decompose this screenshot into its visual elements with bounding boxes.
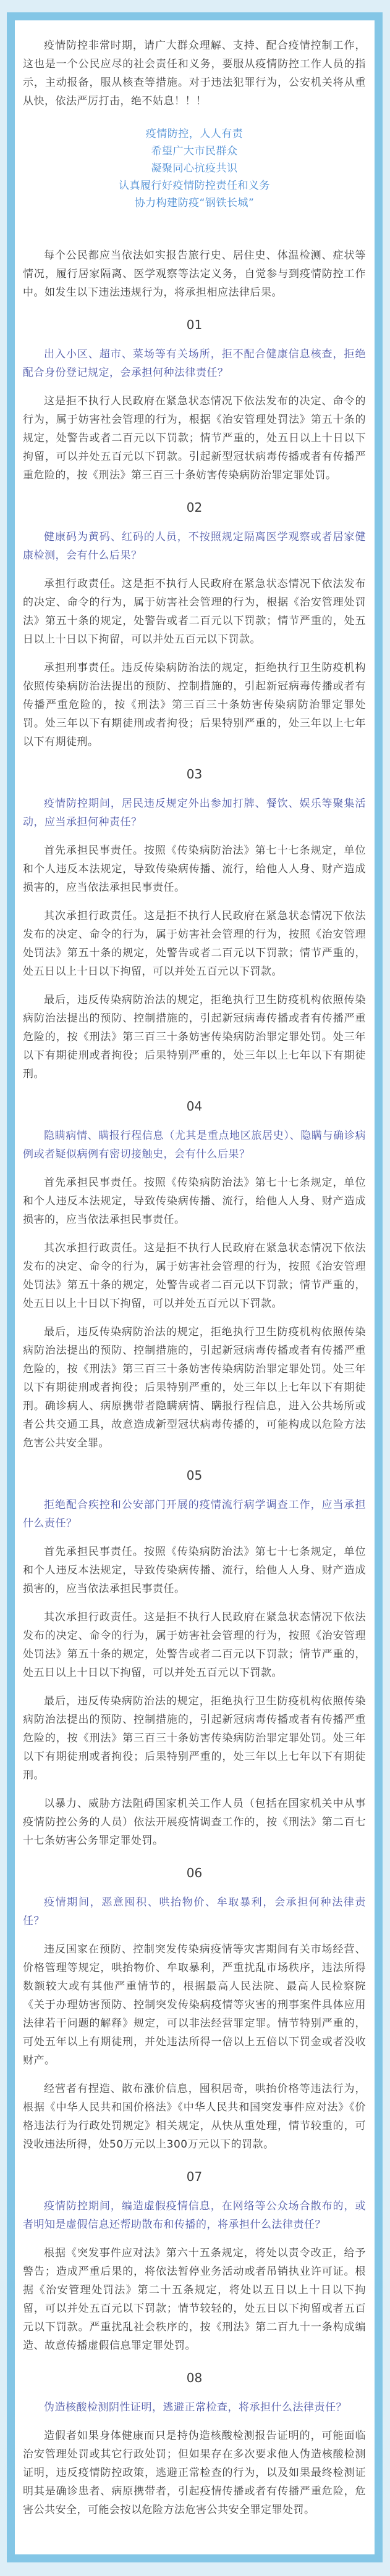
answer-paragraph: 其次承担行政责任。这是拒不执行人民政府在紧急状态情况下依法发布的决定、命令的行为，属于妨害社会管理的行为，按照《治安管理处罚法》第五十条的规定，处警告或者二百元以下罚款；情节严重的，处五日以上十日以下拘留，可以并处五百元以下罚款。 xyxy=(23,1242,366,1310)
section-question: 出入小区、超市、菜场等有关场所，拒不配合健康信息核查，拒绝配合身份登记规定，会承担何种法律责任？ xyxy=(23,348,366,379)
section-number: 03 xyxy=(186,767,203,782)
law-section xyxy=(23,1467,366,1850)
law-section xyxy=(23,1098,366,1453)
law-section xyxy=(23,317,366,485)
law-section xyxy=(23,766,366,1083)
slogan-line: 疫情防控，人人有责 xyxy=(145,128,244,140)
section-question: 伪造核酸检测阴性证明，逃避正常检查，将承担什么法律责任？ xyxy=(44,2401,347,2414)
section-question: 拒绝配合疾控和公安部门开展的疫情流行病学调查工作，应当承担什么责任？ xyxy=(23,1499,366,1530)
answer-paragraph: 首先承担民事责任。按照《传染病防治法》第七十七条规定，单位和个人违反本法规定，导致传染病传播、流行，给他人人身、财产造成损害的，应当依法承担民事责任。 xyxy=(23,1546,366,1595)
answer-paragraph: 承担行政责任。这是拒不执行人民政府在紧急状态情况下依法发布的决定、命令的行为，属于妨害社会管理的行为，根据《治安管理处罚法》第五十条的规定，处警告或者二百元以下罚款；情节严重的，处五日以上十日以下拘留，可以并处五百元以下罚款。 xyxy=(23,578,366,646)
slogan-block xyxy=(23,125,366,212)
section-question: 疫情防控期间，居民违反规定外出参加打牌、餐饮、娱乐等聚集活动，应当承担何种责任？ xyxy=(23,798,366,828)
answer-paragraph: 最后，违反传染病防治法的规定，拒绝执行卫生防疫机构依照传染病防治法提出的预防、控制措施的，引起新冠病毒传播或者有传播严重危险的，按《刑法》第三百三十条妨害传染病防治罪定罪处罚。处三年以下有期徒刑或者拘役；后果特别严重的，处三年以上七年以下有期徒刑。 xyxy=(23,994,366,1080)
section-question: 疫情防控期间，编造虚假疫情信息，在网络等公众场合散布的，或者明知是虚假信息还帮助散布和传播的，将承担什么法律责任？ xyxy=(23,2200,366,2231)
article-frame xyxy=(7,12,383,2562)
answer-paragraph: 以暴力、威胁方法阻碍国家机关工作人员（包括在国家机关中从事疫情防控公务的人员）依法开展疫情调查工作的，按《刑法》第二百七十七条妨害公务罪定罪处罚。 xyxy=(23,1798,366,1847)
section-number: 05 xyxy=(186,1468,203,1483)
answer-paragraph: 违反国家在预防、控制突发传染病疫情等灾害期间有关市场经营、价格管理等规定，哄抬物价、牟取暴利，严重扰乱市场秩序，违法所得数额较大或有其他严重情节的，根据最高人民法院、最高人民检察院《关于办理妨害预防、控制突发传染病疫情等灾害的刑事案件具体应用法律若干问题的解释》规定，可以非法经营罪定罪。情节特别严重的，可处五年以上有期徒刑，并处违法所得一倍以上五倍以下罚金或者没收财产。 xyxy=(23,1943,366,2067)
answer-paragraph: 首先承担民事责任。按照《传染病防治法》第七十七条规定，单位和个人违反本法规定，导致传染病传播、流行，给他人人身、财产造成损害的，应当依法承担民事责任。 xyxy=(23,1177,366,1226)
section-number: 02 xyxy=(186,500,203,515)
section-number: 06 xyxy=(186,1865,203,1880)
slogan-line: 协力构建防疫“钢铁长城” xyxy=(134,197,255,209)
answer-paragraph: 根据《突发事件应对法》第六十五条规定，将处以责令改正，给予警告；造成严重后果的，将依法暂停业务活动或者吊销执业许可证。根据《治安管理处罚法》第二十五条规定，将处以五日以上十日以下拘留，可以并处五百元以下罚款；情节较轻的，处五日以下拘留或者五百元以下罚款。严重扰乱社会秩序的，按《刑法》第二百九十一条构成编造、故意传播虚假信息罪定罪处罚。 xyxy=(23,2247,366,2352)
answer-paragraph: 首先承担民事责任。按照《传染病防治法》第七十七条规定，单位和个人违反本法规定，导致传染病传播、流行，给他人人身、财产造成损害的，应当依法承担民事责任。 xyxy=(23,844,366,894)
sections-container xyxy=(23,317,366,2519)
slogan-line: 认真履行好疫情防控责任和义务 xyxy=(119,180,270,192)
answer-paragraph: 其次承担行政责任。这是拒不执行人民政府在紧急状态情况下依法发布的决定、命令的行为，属于妨害社会管理的行为，按照《治安管理处罚法》第五十条的规定，处警告或者二百元以下罚款；情节严重的，处五日以上十日以下拘留，可以并处五百元以下罚款。 xyxy=(23,910,366,978)
answer-paragraph: 造假者如果身体健康而只是持伪造核酸检测报告证明的，可能面临治安管理处罚或其它行政处罚；但如果存在多次要求他人伪造核酸检测证明，违反疫情防控政策，逃避正常检查的行为，以及如果最终检测证明其是确诊患者、病原携带者，引起疫情传播或者有传播严重危险，危害公共安全，可能会按以危险方法危害公共安全罪定罪处罚。 xyxy=(23,2430,366,2516)
section-number: 08 xyxy=(186,2370,203,2385)
law-section xyxy=(23,499,366,751)
obligation-paragraph: 每个公民都应当依法如实报告旅行史、居住史、体温检测、症状等情况，履行居家隔离、医学观察等法定义务，自觉参与到疫情防控工作中。如发生以下违法违规行为，将承担相应法律后果。 xyxy=(23,249,366,299)
article-card xyxy=(15,20,375,2554)
answer-paragraph: 其次承担行政责任。这是拒不执行人民政府在紧急状态情况下依法发布的决定、命令的行为，属于妨害社会管理的行为，按照《治安管理处罚法》第五十条的规定，处警告或者二百元以下罚款；情节严重的，处五日以上十日以下拘留，可以并处五百元以下罚款。 xyxy=(23,1611,366,1679)
section-question: 疫情期间，恶意囤积、哄抬物价、牟取暴利，会承担何种法律责任？ xyxy=(23,1896,366,1927)
law-section xyxy=(23,2169,366,2355)
section-question: 隐瞒病情、瞒报行程信息（尤其是重点地区旅居史）、隐瞒与确诊病例或者疑似病例有密切接触史，会有什么后果？ xyxy=(23,1130,366,1161)
section-number: 04 xyxy=(186,1099,203,1114)
section-question: 健康码为黄码、红码的人员，不按照规定隔离医学观察或者居家健康检测，会有什么后果？ xyxy=(23,531,366,562)
section-number: 01 xyxy=(186,317,203,332)
answer-paragraph: 承担刑事责任。违反传染病防治法的规定，拒绝执行卫生防疫机构依照传染病防治法提出的预防、控制措施的，引起新冠病毒传播或者有传播严重危险的，按《刑法》第三百三十条妨害传染病防治罪定罪处罚。处三年以下有期徒刑或者拘役；后果特别严重的，处三年以上七年以下有期徒刑。 xyxy=(23,662,366,748)
intro-paragraph: 疫情防控非常时期，请广大群众理解、支持、配合疫情控制工作，这也是一个公民应尽的社会责任和义务，要服从疫情防控工作人员的指示，主动报备，服从核查等措施。对于违法犯罪行为，公安机关将从重从快，依法严厉打击，绝不姑息！！！ xyxy=(23,40,366,107)
section-number: 07 xyxy=(186,2169,203,2184)
answer-paragraph: 最后，违反传染病防治法的规定，拒绝执行卫生防疫机构依照传染病防治法提出的预防、控制措施的，引起新冠病毒传播或者有传播严重危险的，按《刑法》第三百三十条妨害传染病防治罪定罪处罚。处三年以下有期徒刑或者拘役；后果特别严重的，处三年以上七年以下有期徒刑。确诊病人、病原携带者隐瞒病情、瞒报行程信息，进入公共场所或者公共交通工具，故意造成新型冠状病毒传播的，可能构成以危险方法危害公共安全罪。 xyxy=(23,1326,366,1449)
law-section xyxy=(23,2370,366,2519)
answer-paragraph: 这是拒不执行人民政府在紧急状态情况下依法发布的决定、命令的行为，属于妨害社会管理的行为，根据《治安管理处罚法》第五十条的规定，处警告或者二百元以下罚款；情节严重的，处五日以上十日以下拘留，可以并处五百元以下罚款。引起新型冠状病毒传播或者有传播严重危险的，按《刑法》第三百三十条妨害传染病防治罪定罪处罚。 xyxy=(23,395,366,481)
answer-paragraph: 最后，违反传染病防治法的规定，拒绝执行卫生防疫机构依照传染病防治法提出的预防、控制措施的，引起新冠病毒传播或者有传播严重危险的，按《刑法》第三百三十条妨害传染病防治罪定罪处罚。处三年以下有期徒刑或者拘役；后果特别严重的，处三年以上七年以下有期徒刑。 xyxy=(23,1695,366,1782)
slogan-line: 希望广大市民群众 xyxy=(151,145,238,157)
slogan-line: 凝聚同心抗疫共识 xyxy=(151,162,238,175)
law-section xyxy=(23,1865,366,2154)
answer-paragraph: 经营者有捏造、散布涨价信息，囤积居奇，哄抬价格等违法行为，根据《中华人民共和国价格法》《中华人民共和国突发事件应对法》《价格违法行为行政处罚规定》相关规定，从快从重处理，情节较重的，可没收违法所得，处50万元以上300万元以下的罚款。 xyxy=(23,2083,366,2151)
